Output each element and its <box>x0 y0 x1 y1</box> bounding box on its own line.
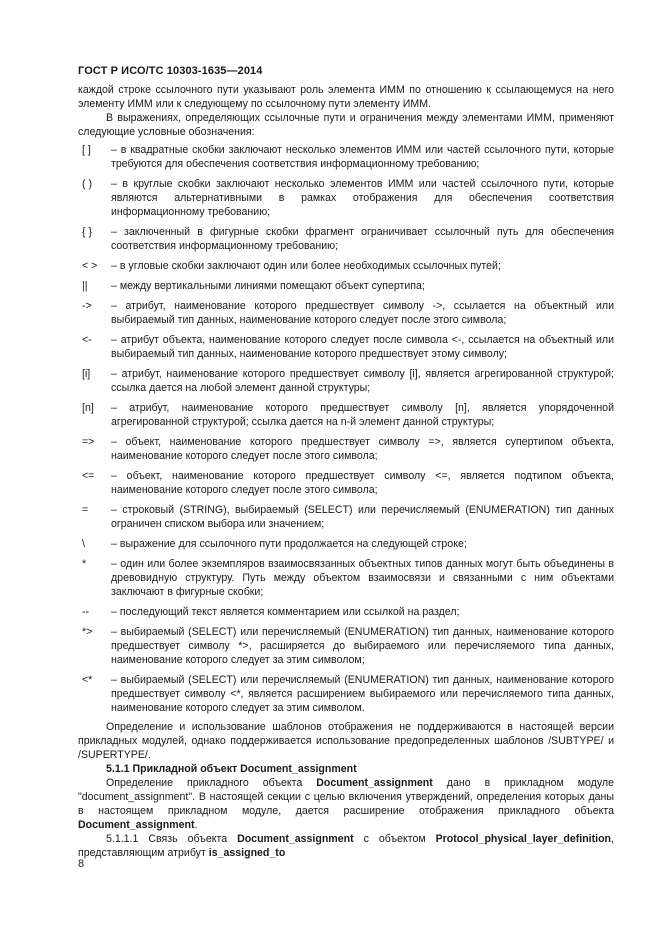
notation-item <box>78 401 614 429</box>
notation-symbol: -> <box>82 300 92 312</box>
body-text <box>78 83 614 860</box>
notation-description: – последующий текст является комментарием или ссылкой на раздел; <box>111 606 460 618</box>
notation-item <box>78 279 614 293</box>
p3-entity-b: Document_assignment <box>237 833 354 845</box>
notation-description: – между вертикальными линиями помещают объект супертипа; <box>111 280 425 292</box>
notation-item <box>78 673 614 715</box>
notation-description: – один или более экземпляров взаимосвязанных объектных типов данных могут быть объединены в древовидную структуру. Путь между объектом взаимосвязи и связанными с ним объектами заключают в фигурные скобки; <box>111 558 614 598</box>
notation-item <box>78 225 614 253</box>
notation-item <box>78 605 614 619</box>
notation-symbol: = <box>82 504 89 516</box>
p3-text-a: 5.1.1.1 Связь объекта <box>106 833 238 845</box>
notation-symbol: [n] <box>82 402 94 414</box>
notation-symbol: < > <box>82 260 98 272</box>
notation-symbol: [ ] <box>82 144 91 156</box>
notation-symbol: { } <box>82 226 93 238</box>
notation-description: – выбираемый (SELECT) или перечисляемый (ENUMERATION) тип данных, наименование которого предшествует символу <*, является расширением выбираемого или перечисляемого типа данных, наименование которого следует за этим символом. <box>111 674 614 714</box>
outro-paragraph-1: Определение и использование шаблонов отображения не поддерживаются в настоящей версии прикладных модулей, однако поддерживается использование предопределенных шаблонов /SUBTYPE/ и /SUPERTYPE/. <box>78 721 614 761</box>
notation-item <box>78 537 614 551</box>
page-number: 8 <box>78 858 85 870</box>
p3-attribute-f: is_assigned_to <box>208 847 286 859</box>
notation-item <box>78 557 614 599</box>
notation-symbol: * <box>82 558 87 570</box>
notation-item <box>78 177 614 219</box>
notation-description: – выбираемый (SELECT) или перечисляемый (ENUMERATION) тип данных, наименование которого предшествует символу *>, расширяется до выбираемого или перечисляемого типа данных, наименование которого следует за этим символом; <box>111 626 614 666</box>
notation-description: – атрибут, наименование которого предшествует символу [n], является упорядоченной агрегированной структурой; ссылка дается на n-й элемент данной структуры; <box>111 402 614 428</box>
p3-text-e: , представляющим атрибут <box>78 833 614 859</box>
p2-entity-d: Document_assignment <box>78 819 195 831</box>
notation-description: – в угловые скобки заключают один или более необходимых ссылочных путей; <box>111 260 501 272</box>
notation-description: – атрибут объекта, наименование которого следует после символа <-, ссылается на объектный или выбираемый тип данных, наименование которого предшествует этому символу; <box>111 334 614 360</box>
notation-symbol: *> <box>82 626 93 638</box>
notation-symbol: \ <box>82 538 85 550</box>
intro-paragraph-2: В выражениях, определяющих ссылочные пути и ограничения между элементами ИММ, применяют следующие условные обозначения: <box>78 112 614 138</box>
intro-paragraph-1: каждой строке ссылочного пути указывают роль элемента ИММ по отношению к ссылающемуся на него элементу ИММ или к следующему по ссылочному пути элементу ИММ. <box>78 84 614 110</box>
notation-description: – объект, наименование которого предшествует символу =>, является супертипом объекта, наименование которого следует после этого символа; <box>111 436 614 462</box>
notation-description: – в круглые скобки заключают несколько элементов ИММ или частей ссылочного пути, которые являются альтернативными в рамках отображения для обеспечения соответствия информационному требованию; <box>111 178 614 218</box>
notation-symbol: [i] <box>82 368 91 380</box>
notation-list <box>78 143 614 715</box>
document-header: ГОСТ Р ИСО/ТС 10303-1635—2014 <box>78 65 263 77</box>
notation-item <box>78 333 614 361</box>
notation-item <box>78 435 614 463</box>
notation-item <box>78 503 614 531</box>
notation-description: – выражение для ссылочного пути продолжается на следующей строке; <box>111 538 467 550</box>
p3-entity-d: Protocol_physical_layer_definition <box>435 833 612 845</box>
notation-symbol: || <box>82 280 88 292</box>
p3-text-c: с объектом <box>353 833 436 845</box>
subsection-paragraph <box>78 832 614 860</box>
notation-symbol: ( ) <box>82 178 92 190</box>
notation-symbol: <- <box>82 334 92 346</box>
p2-entity-a: Document_assignment <box>316 777 433 789</box>
notation-item <box>78 143 614 171</box>
notation-item <box>78 299 614 327</box>
p2-text-e: . <box>194 819 198 831</box>
notation-item <box>78 259 614 273</box>
notation-symbol: <= <box>82 470 95 482</box>
notation-item <box>78 625 614 667</box>
p2-text-a: Определение прикладного объекта <box>106 777 317 789</box>
section-heading: 5.1.1 Прикладной объект Document_assignment <box>106 763 357 775</box>
notation-symbol: => <box>82 436 95 448</box>
notation-description: – заключенный в фигурные скобки фрагмент ограничивает ссылочный путь для обеспечения соответствия информационному требованию; <box>111 226 614 252</box>
p2-text-c: дано в прикладном модуле "document_assignment". В настоящей секции с целью включения утверждений, определения которых даны в настоящем прикладном модуле, дается расширение отображения прикладного объекта <box>78 777 614 817</box>
notation-symbol: -- <box>82 606 90 618</box>
notation-description: – объект, наименование которого предшествует символу <=, является подтипом объекта, наименование которого следует после этого символа; <box>111 470 614 496</box>
outro-paragraph-2 <box>78 776 614 832</box>
notation-description: – в квадратные скобки заключают несколько элементов ИММ или частей ссылочного пути, которые требуются для обеспечения соответствия информационному требованию; <box>111 144 614 170</box>
notation-item <box>78 367 614 395</box>
notation-symbol: <* <box>82 674 93 686</box>
notation-description: – атрибут, наименование которого предшествует символу [i], является агрегированной структурой; ссылка дается на любой элемент данной структуры; <box>111 368 614 394</box>
notation-description: – строковый (STRING), выбираемый (SELECT) или перечисляемый (ENUMERATION) тип данных ограничен списком выбора или значением; <box>111 504 614 530</box>
notation-description: – атрибут, наименование которого предшествует символу ->, ссылается на объектный или выбираемый тип данных, наименование которого следует после этого символа; <box>111 300 614 326</box>
notation-item <box>78 469 614 497</box>
